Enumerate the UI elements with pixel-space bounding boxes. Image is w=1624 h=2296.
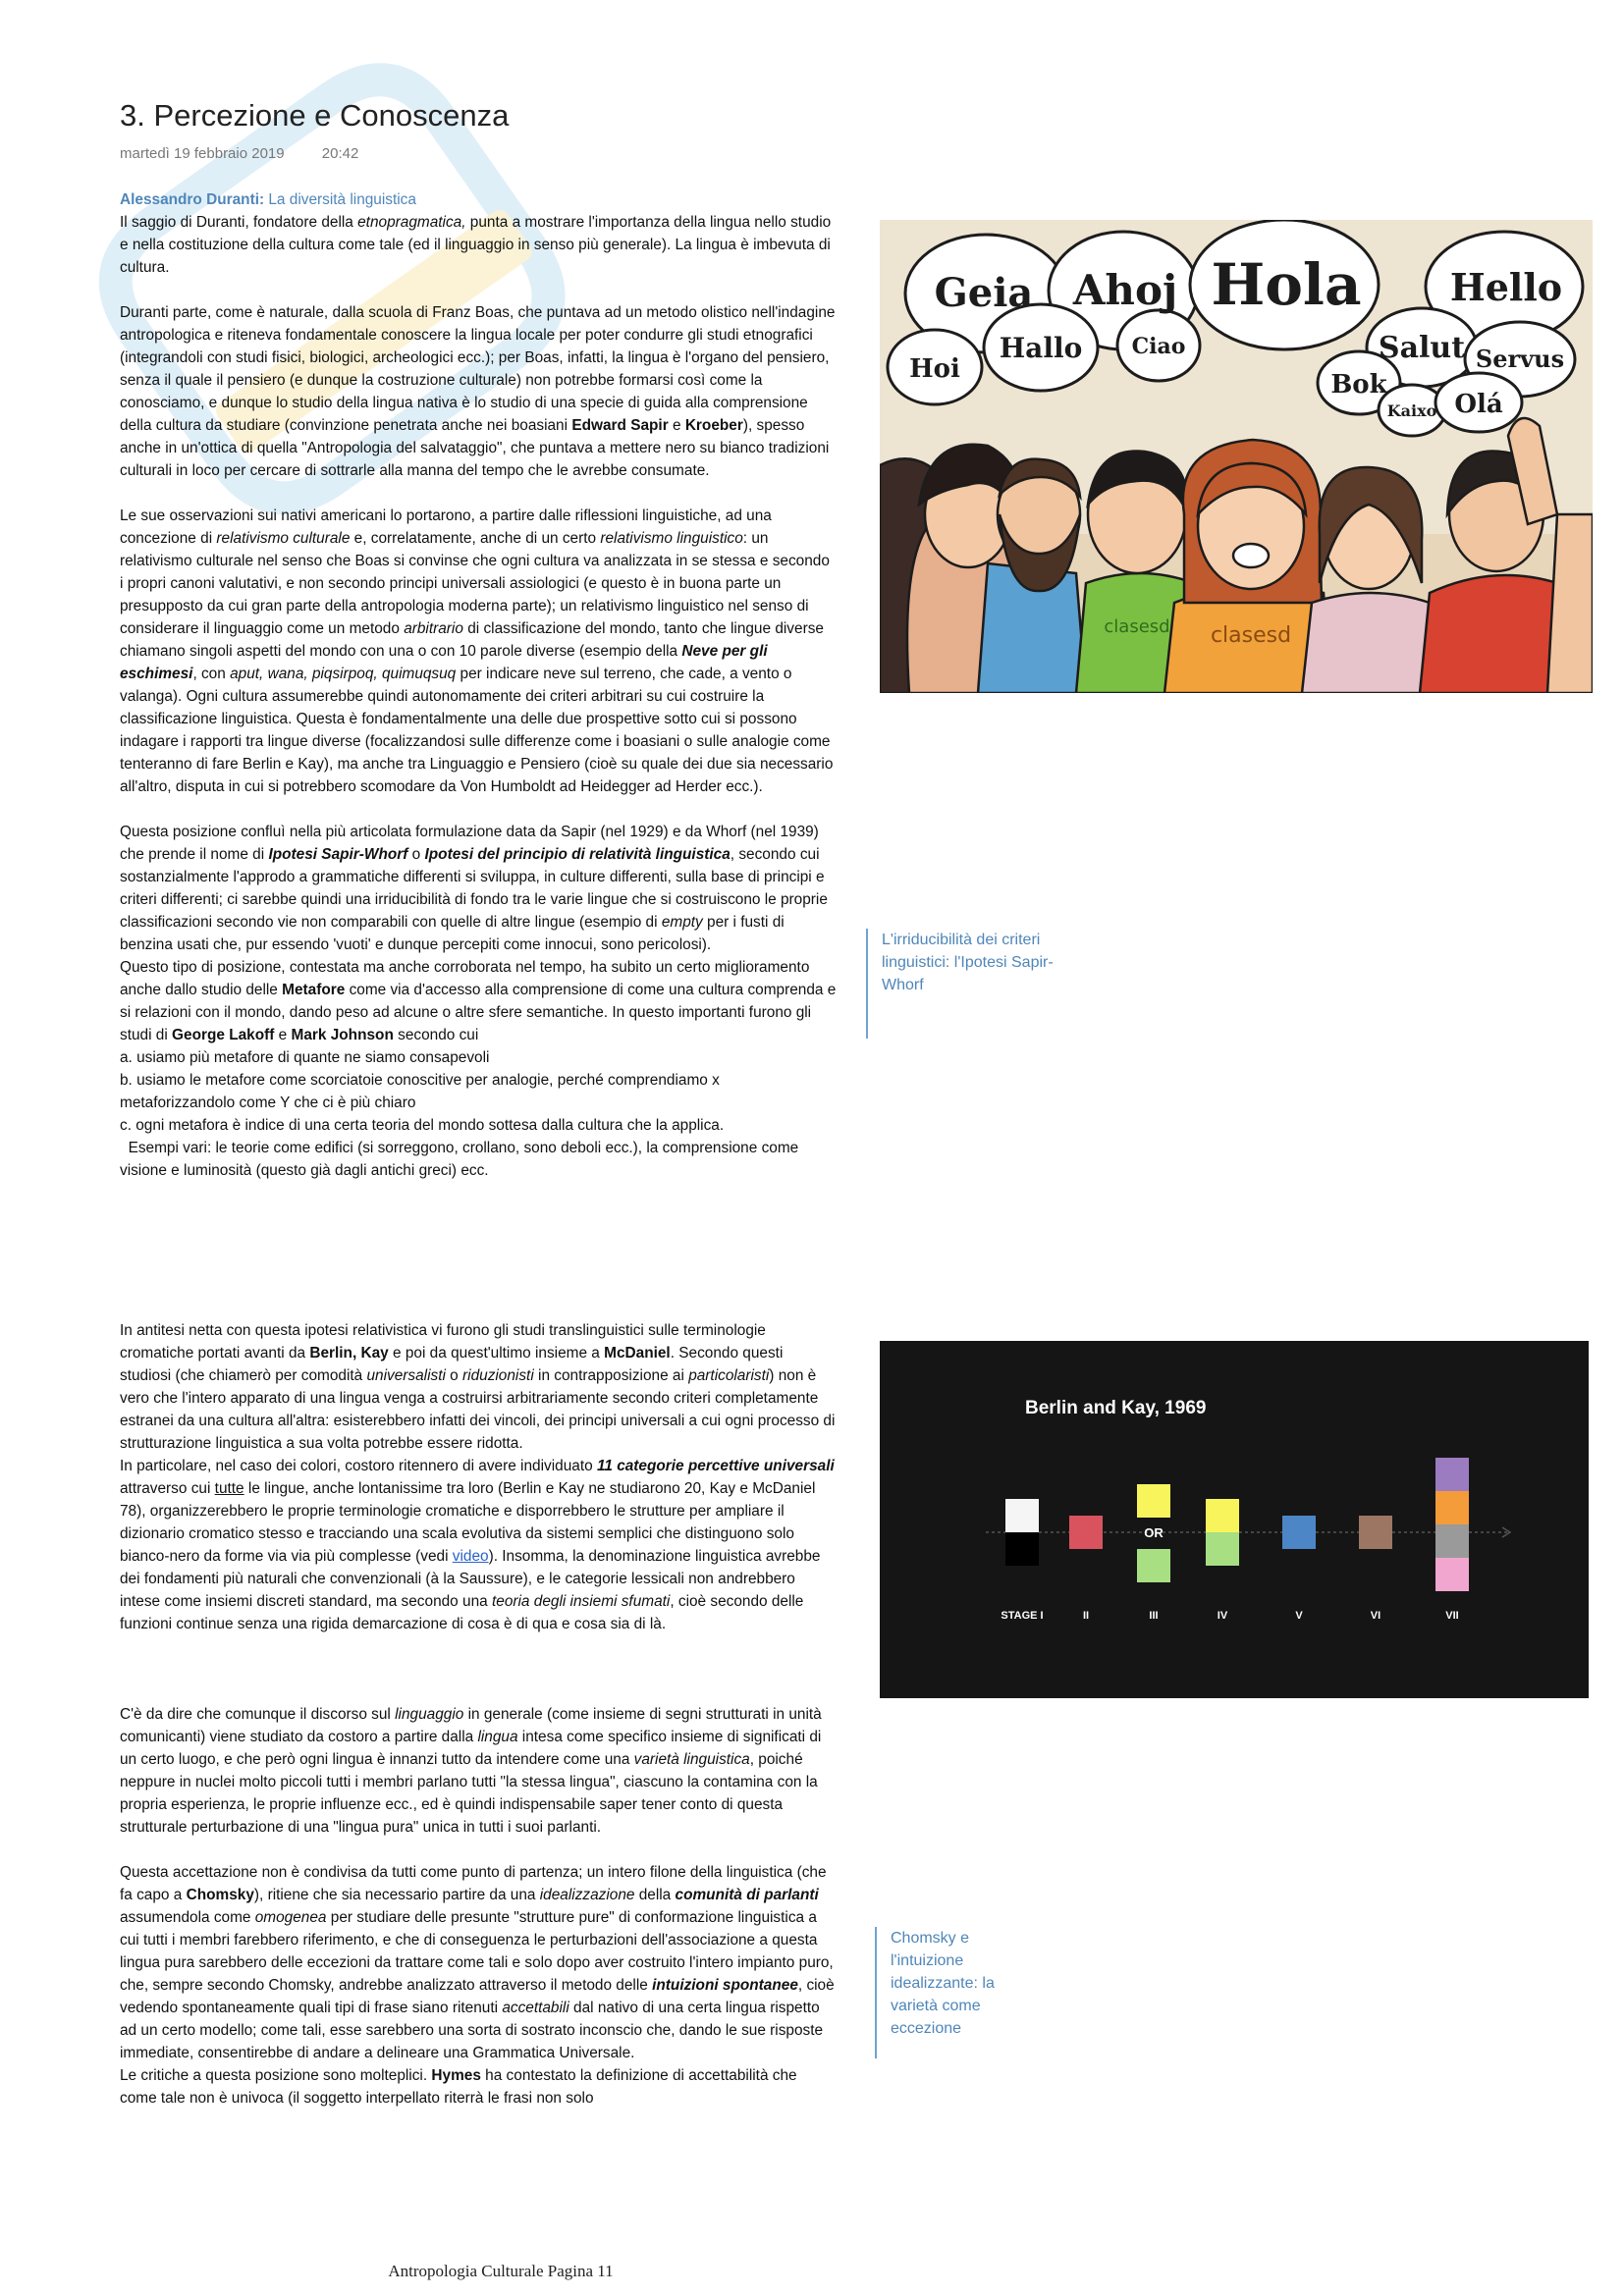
or-label: OR: [1144, 1525, 1164, 1540]
bubble-text-geia: Geia: [934, 270, 1034, 316]
list-item: b. usiamo le metafore come scorciatoie conoscitive per analogie, perché comprendiamo x metaforizzandolo come Y che ci è più chiaro: [120, 1072, 720, 1111]
bubble-text-kaixo: Kaixo: [1386, 401, 1437, 420]
swatch-green: [1137, 1549, 1170, 1582]
swatch-yellow: [1206, 1499, 1239, 1532]
stage-label: III: [1149, 1610, 1159, 1622]
paragraph: Questo tipo di posizione, contestata ma anche corroborata nel tempo, ha subito un certo miglioramento anche dallo studio delle Metafore come via d'accesso alla comprensione di come una cultura comprenda e si relazioni con il mondo, dando peso ad alcune o altre sfere semantiche. In questo importanti furono gli studi di George Lakoff e Mark Johnson secondo cui: [120, 959, 837, 1043]
paragraph: Duranti parte, come è naturale, dalla scuola di Franz Boas, che puntava ad un metodo olistico nell'indagine antropologica e riteneva fondamentale conoscere la lingua locale per poter condurre gli studi etnografici (integrandoli con studi fisici, biologici, archeologici ecc.); per Boas, infatti, la lingua è l'organo del pensiero, senza il quale il pensiero (e dunque la costruzione culturale) non potrebbe formarsi così come la conosciamo, e dunque lo studio della lingua nativa è lo studio di una specie di guida alla comprensione della cultura da studiare (convinzione penetrata anche nei boasiani Edward Sapir e Kroeber), spesso anche in un'ottica di quella "Antropologia del salvataggio", che puntava a mettere nero su bianco tradizioni culturali in loco per cercare di sottrarle alla manna del tempo che le avrebbe consumate.: [120, 304, 836, 479]
paragraph: C'è da dire che comunque il discorso sul linguaggio in generale (come insieme di segni strutturati in unità comunicanti) viene studiato da costoro a partire dalla lingua intesa come specifico insieme di significati di un certo luogo, e che però ogni lingua è innanzi tutto da intendere come una varietà linguistica, poiché neppure in nuclei molto piccoli tutti i membri parlano tutti "la stessa lingua", ciascuno la contamina con la propria esperienza, le proprie influenze ecc., ed è quindi indispensabile saper tener conto di questa strutturale perturbazione di una "lingua pura" unica in tutti i suoi parlanti.: [120, 1706, 822, 1836]
swatch-red: [1069, 1516, 1103, 1549]
body-text-block-2: [120, 1319, 837, 1635]
bubble-text-servus: Servus: [1475, 345, 1565, 373]
bubble-text-hola: Hola: [1211, 251, 1362, 318]
list-item: c. ogni metafora è indice di una certa teoria del mondo sottesa dalla cultura che la applica.: [120, 1117, 725, 1134]
stage-label: II: [1082, 1610, 1090, 1622]
paragraph: In antitesi netta con questa ipotesi relativistica vi furono gli studi translinguistici sulle terminologie cromatiche portati avanti da Berlin, Kay e poi da quest'ultimo insieme a McDaniel. Secondo questi studiosi (che chiamerò per comodità universalisti o riduzionisti in contrapposizione ai particolaristi) non è vero che l'intero apparato di una lingua venga a costruirsi arbitrariamente secondo criteri completamente estranei da una cultura all'altra: esisterebbero infatti dei vincoli, dei principi universali a cui ogni processo di strutturazione linguistica a sua volta potrebbe essere ridotta.: [120, 1322, 836, 1452]
swatch-white: [1005, 1499, 1039, 1532]
swatch-orange: [1435, 1491, 1469, 1524]
paragraph: In particolare, nel caso dei colori, costoro ritennero di avere individuato 11 categorie percettive universali attraverso cui tutte le lingue, anche lontanissime tra loro (Berlin e Kay ne studiarono 20, Kay e McDaniel 78), organizzerebbero le proprie terminologie cromatiche e disporrebbero le strutture per ampliare il dizionario cromatico stesso e tracciando una scala evolutiva da sistemi semplici che distinguono solo bianco-nero da forme via via più complesse (vedi video). Insomma, la denominazione linguistica avrebbe dei fondamenti più naturali che convenzionali (à la Saussure), e le categorie lessicali non andrebbero intese come insiemi discreti standard, ma secondo una teoria degli insiemi sfumati, cioè secondo delle funzioni continue senza una rigida demarcazione di cosa è di qua e cosa sia di là.: [120, 1458, 835, 1632]
bubble-text-ciao: Ciao: [1131, 334, 1186, 359]
bubble-text-hoi: Hoi: [909, 354, 960, 384]
swatch-purple: [1435, 1458, 1469, 1491]
swatch-brown: [1359, 1516, 1392, 1549]
video-link[interactable]: video: [452, 1548, 489, 1565]
list-item: a. usiamo più metafore di quante ne siamo consapevoli: [120, 1049, 490, 1066]
paragraph: Le critiche a questa posizione sono molteplici. Hymes ha contestato la definizione di accettabilità che come tale non è univoca (il soggetto interpellato riterrà le frasi non solo: [120, 2067, 797, 2107]
berlin-kay-title: Berlin and Kay, 1969: [1025, 1398, 1207, 1418]
sidenote-chomsky: Chomsky e l'intuizione idealizzante: la varietà come eccezione: [875, 1927, 1028, 2058]
stage-label: V: [1295, 1610, 1303, 1622]
bubble-text-ahoj: Ahoj: [1072, 266, 1178, 314]
berlin-kay-svg: [880, 1341, 1589, 1698]
page-footer: Antropologia Culturale Pagina 11: [388, 2262, 614, 2280]
bubble-text-hello: Hello: [1449, 265, 1563, 309]
page-meta: [120, 145, 358, 162]
illustration-berlin-kay: [880, 1341, 1589, 1698]
shirt-text-1: clasesd: [1104, 616, 1170, 637]
swatch-pink: [1435, 1558, 1469, 1591]
page-time: 20:42: [321, 145, 359, 162]
swatch-black: [1005, 1532, 1039, 1566]
stage-label: VII: [1445, 1610, 1459, 1622]
list-item: Esempi vari: le teorie come edifici (si sorreggono, crollano, sono deboli ecc.), la comprensione come visione e luminosità (questo già dagli antichi greci) ecc.: [120, 1140, 803, 1179]
page-title: 3. Percezione e Conoscenza: [120, 98, 510, 133]
heading-title: La diversità linguistica: [264, 191, 416, 208]
page-date: martedì 19 febbraio 2019: [120, 145, 285, 162]
stage-label: VI: [1370, 1610, 1381, 1622]
stage-label: STAGE I: [1001, 1610, 1044, 1622]
paragraph: Questa posizione confluì nella più articolata formulazione data da Sapir (nel 1929) e da Whorf (nel 1939) che prende il nome di Ipotesi Sapir-Whorf o Ipotesi del principio di relatività linguistica, secondo cui sostanzialmente l'approdo a grammatiche differenti si sviluppa, in culture differenti, sulla base di principi e criteri differenti; ci sarebbe quindi una irriducibilità di fondo tra le varie lingue che si costruiscono le proprie classificazioni secondo vie non comparabili con quelle di altre lingue (esempio di empty per i fusti di benzina usati che, pur essendo 'vuoti' e dunque percepiti come innocui, sono pericolosi).: [120, 824, 828, 953]
bubble-text-bok: Bok: [1330, 370, 1387, 400]
body-text-block-3: [120, 1703, 837, 2109]
swatch-grey: [1435, 1524, 1469, 1558]
sidenote-sapir-whorf: L'irriducibilità dei criteri linguistici: l'Ipotesi Sapir-Whorf: [866, 929, 1078, 1039]
illustration-languages: [880, 220, 1593, 693]
paragraph: Il saggio di Duranti, fondatore della etnopragmatica, punta a mostrare l'importanza della lingua nello studio e nella costituzione della cultura come tale (ed il linguaggio in senso più generale). La lingua è imbevuta di cultura.: [120, 214, 832, 276]
bubble-text-hallo: Hallo: [999, 332, 1083, 364]
body-text-block-1: [120, 188, 837, 1182]
paragraph: Questa accettazione non è condivisa da tutti come punto di partenza; un intero filone della linguistica (che fa capo a Chomsky), ritiene che sia necessario partire da una idealizzazione della comunità di parlanti assumendola come omogenea per studiare delle presunte "strutture pure" di conformazione linguistica a cui tutti i membri farebbero riferimento, e che di conseguenza le perturbazioni dell'associazione a questa lingua pura sarebbero delle eccezioni da trattare come tali e solo dopo aver costruito l'intero impianto puro, che, sempre secondo Chomsky, andrebbe analizzato attraverso il metodo delle intuizioni spontanee, cioè vedendo spontaneamente quali tipi di frase siano ritenuti accettabili dal nativo di una certa lingua rispetto ad un certo modello; come tali, esse sarebbero una sorta di sostrato inconscio che, dando le sue risposte immediate, consentirebbe di andare a delineare una Grammatica Universale.: [120, 1864, 835, 2061]
swatch-yellow: [1137, 1484, 1170, 1518]
bubble-text-ola: Olá: [1454, 390, 1503, 419]
section-heading: [120, 188, 837, 211]
paragraph: Le sue osservazioni sui nativi americani lo portarono, a partire dalle riflessioni linguistiche, ad una concezione di relativismo culturale e, correlatamente, anche di un certo relativismo linguistico: un relativismo culturale nel senso che Boas si convinse che ogni cultura va analizzata in se stessa e secondo i propri canoni valutativi, e non secondo principi universali assiologici (e questo è in buona parte un presupposto da cui gran parte della antropologia moderna parte); un relativismo linguistico nel senso di considerare il linguaggio come un metodo arbitrario di classificazione del mondo, tanto che lingue diverse chiamano singoli aspetti del mondo con una o con 10 parole diverse (esempio della Neve per gli eschimesi, con aput, wana, piqsirpoq, quimuqsuq per indicare neve sul terreno, che cade, a vento o valanga). Ogni cultura assumerebbe quindi autonomamente dei criteri arbitrari su cui costruire la classificazione linguistica. Questa è fondamentalmente una delle due prospettive sotto cui si possono indagare i rapporti tra lingue diverse (focalizzandosi sulle differenze come i boasiani o sulle analogie come tenteranno di fare Berlin e Kay), ma anche tra Linguaggio e Pensiero (cioè su quale dei due sia necessario all'altro, disputa in cui si potrebbero scomodare da Von Humboldt ad Heidegger ad Herder ecc.).: [120, 507, 834, 795]
illustration-languages-svg: [880, 220, 1593, 693]
swatch-blue: [1282, 1516, 1316, 1549]
swatch-green: [1206, 1532, 1239, 1566]
heading-author: Alessandro Duranti:: [120, 191, 265, 208]
stage-label: IV: [1217, 1610, 1228, 1622]
shirt-text-2: clasesd: [1210, 623, 1292, 648]
bubble-text-salut: Salut: [1378, 331, 1466, 365]
